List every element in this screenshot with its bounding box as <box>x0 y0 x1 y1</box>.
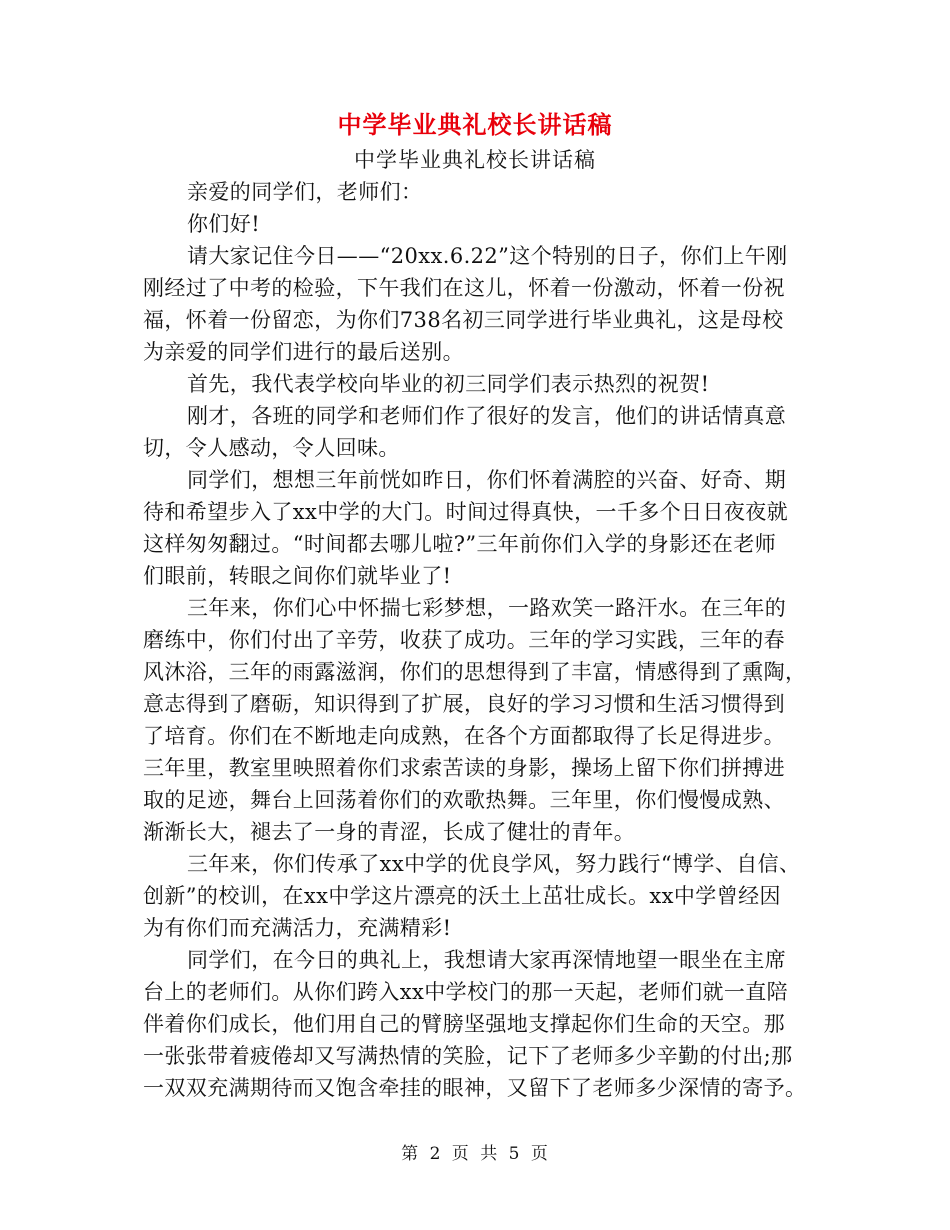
text-line: 们眼前，转眼之间你们就毕业了! <box>143 564 452 588</box>
text-line: 一双双充满期待而又饱含牵挂的眼神，又留下了老师多少深情的寄予。 <box>143 1076 807 1100</box>
text-line: 同学们，在今日的典礼上，我想请大家再深情地望一眼坐在主席 <box>187 948 787 972</box>
text-line: 三年里，教室里映照着你们求索苦读的身影，操场上留下你们拼搏进 <box>143 756 785 780</box>
text-line: 刚才，各班的同学和老师们作了很好的发言，他们的讲话情真意 <box>187 404 787 428</box>
text-line: 磨练中，你们付出了辛劳，收获了成功。三年的学习实践，三年的春 <box>143 628 785 652</box>
text-line: 取的足迹，舞台上回荡着你们的欢歌热舞。三年里，你们慢慢成熟、 <box>143 788 785 812</box>
text-line: 切，令人感动，令人回味。 <box>143 436 400 460</box>
text-line: 台上的老师们。从你们跨入xx中学校门的那一天起，老师们就一直陪 <box>143 980 789 1004</box>
footer-total-pages: 5 <box>508 1144 521 1164</box>
page-footer <box>0 1142 950 1166</box>
text-line: 亲爱的同学们，老师们： <box>187 180 423 204</box>
text-line: 风沐浴，三年的雨露滋润，你们的思想得到了丰富，情感得到了熏陶， <box>143 660 807 684</box>
text-line: 刚经过了中考的检验，下午我们在这儿，怀着一份激动，怀着一份祝 <box>143 276 785 300</box>
footer-page-number: 2 <box>429 1144 442 1164</box>
footer-page-label: 页 <box>451 1144 470 1164</box>
document-body <box>143 176 815 1104</box>
text-line: 为有你们而充满活力，充满精彩! <box>143 916 452 940</box>
text-line: 首先，我代表学校向毕业的初三同学们表示热烈的祝贺! <box>187 372 710 396</box>
text-line: 待和希望步入了xx中学的大门。时间过得真快，一千多个日日夜夜就 <box>143 500 789 524</box>
text-line: 同学们，想想三年前恍如昨日，你们怀着满腔的兴奋、好奇、期 <box>187 468 787 492</box>
text-line: 意志得到了磨砺，知识得到了扩展，良好的学习习惯和生活习惯得到 <box>143 692 785 716</box>
document-subtitle: 中学毕业典礼校长讲话稿 <box>354 148 596 172</box>
footer-prefix: 第 <box>401 1144 420 1164</box>
text-line: 三年来，你们传承了xx中学的优良学风，努力践行“博学、自信、 <box>187 852 801 876</box>
text-line: 一张张带着疲倦却又写满热情的笑脸，记下了老师多少辛勤的付出;那 <box>143 1044 793 1068</box>
text-line: 请大家记住今日——“20xx.6.22”这个特别的日子，你们上午刚 <box>187 244 788 268</box>
text-line: 你们好! <box>187 212 261 236</box>
text-line: 这样匆匆翻过。“时间都去哪儿啦?”三年前你们入学的身影还在老师 <box>143 532 777 556</box>
text-line: 三年来，你们心中怀揣七彩梦想，一路欢笑一路汗水。在三年的 <box>187 596 787 620</box>
text-line: 为亲爱的同学们进行的最后送别。 <box>143 340 464 364</box>
text-line: 伴着你们成长，他们用自己的臂膀坚强地支撑起你们生命的天空。那 <box>143 1012 785 1036</box>
text-line: 创新”的校训，在xx中学这片漂亮的沃土上茁壮成长。xx中学曾经因 <box>143 884 781 908</box>
footer-suffix: 页 <box>530 1144 549 1164</box>
footer-total-prefix: 共 <box>480 1144 499 1164</box>
text-line: 渐渐长大，褪去了一身的青涩，长成了健壮的青年。 <box>143 820 636 844</box>
text-line: 福，怀着一份留恋，为你们738名初三同学进行毕业典礼，这是母校 <box>143 308 784 332</box>
document-title: 中学毕业典礼校长讲话稿 <box>337 110 613 139</box>
text-line: 了培育。你们在不断地走向成熟，在各个方面都取得了长足得进步。 <box>143 724 785 748</box>
